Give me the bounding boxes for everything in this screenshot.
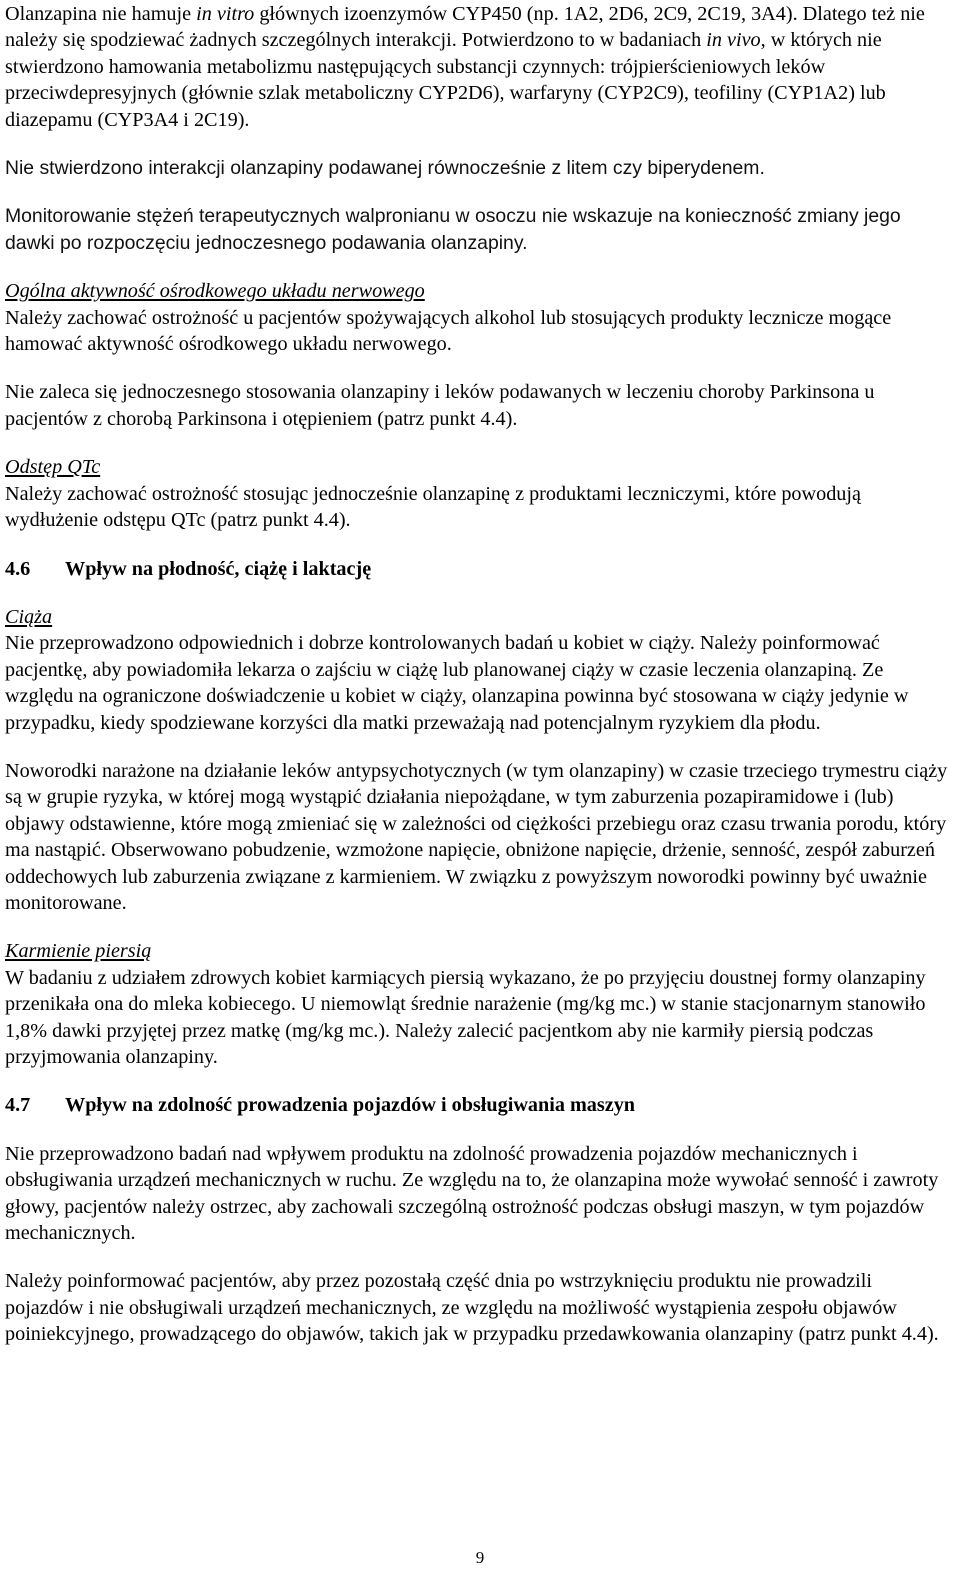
interactions-text-3: , w których nie stwierdzono hamowania metabolizmu następujących substancji czynnych: trójpierścieniowych leków przeciwdepresyjnych (głównie szlak metaboliczny CYP2D6), warfaryny (CYP2C9), teofiliny (CYP1A2) lub diazepamu (CYP3A4 i 2C19). <box>5 29 886 131</box>
post-injection-paragraph: Należy poinformować pacjentów, aby przez pozostałą część dnia po wstrzyknięciu produktu nie prowadzili pojazdów i nie obsługiwali urządzeń mechanicznych, ze względu na możliwość wystąpienia zespołu objawów poiniekcyjnego, prowadzącego do objawów, takich jak w przypadku przedawkowania olanzapiny (patrz punkt 4.4). <box>5 1270 939 1346</box>
in-vivo-term: in vivo <box>706 29 761 52</box>
qtc-subheading: Odstęp QTc <box>5 456 101 479</box>
section-4-7-heading <box>5 1092 955 1118</box>
interactions-text-2: głównych izoenzymów CYP450 (np. 1A2, 2D6, 2C9, 2C19, 3A4). Dlatego też nie należy się spodziewać żadnych szczególnych interakcji. Potwierdzono to w badaniach <box>5 3 925 52</box>
pregnancy-paragraph: Nie przeprowadzono odpowiednich i dobrze kontrolowanych badań u kobiet w ciąży. Należy poinformować pacjentkę, aby powiadomiła lekarza o zajściu w ciążę lub planowanej ciąży w czasie leczenia olanzapiną. Ze względu na ograniczone doświadczenie u kobiet w ciąży, olanzapina powinna być stosowana w ciąży jedynie w przypadku, kiedy spodziewane korzyści dla matki przeważają nad potencjalnym ryzykiem dla płodu. <box>5 632 909 734</box>
parkinson-paragraph: Nie zaleca się jednoczesnego stosowania olanzapiny i leków podawanych w leczeniu choroby Parkinsona u pacjentów z chorobą Parkinsona i otępieniem (patrz punkt 4.4). <box>5 381 875 430</box>
section-4-6-number: 4.6 <box>5 557 31 580</box>
newborns-paragraph: Noworodki narażone na działanie leków antypsychotycznych (w tym olanzapiny) w czasie trzeciego trymestru ciąży są w grupie ryzyka, w której mogą wystąpić działania niepożądane, w tym zaburzenia pozapiramidowe i (lub) objawy odstawienne, które mogą zmieniać się w zależności od ciężkości przebiegu oraz czasu trwania porodu, który ma nastąpić. Obserwowano pobudzenie, wzmożone napięcie, obniżone napięcie, drżenie, senność, zespół zaburzeń oddechowych lub zaburzenia związane z karmieniem. W związku z powyższym noworodki powinny być uważnie monitorowane. <box>5 759 948 914</box>
document-page <box>5 0 955 1370</box>
driving-paragraph: Nie przeprowadzono badań nad wpływem produktu na zdolność prowadzenia pojazdów mechanicznych i obsługiwania urządzeń mechanicznych w ruchu. Ze względu na to, że olanzapina może wywołać senność i zawroty głowy, pacjentów należy ostrzec, aby zachowali szczególną ostrożność podczas obsługi maszyn, w tym pojazdów mechanicznych. <box>5 1142 939 1245</box>
cns-subheading: Ogólna aktywność ośrodkowego układu nerwowego <box>5 280 425 303</box>
section-4-6-title: Wpływ na płodność, ciążę i laktację <box>65 557 372 580</box>
section-4-6-heading <box>5 556 955 582</box>
section-4-7-number: 4.7 <box>5 1094 31 1117</box>
interactions-text-1: Olanzapina nie hamuje <box>5 3 197 25</box>
interactions-paragraph <box>5 1 955 133</box>
pregnancy-subheading: Ciąża <box>5 605 53 628</box>
page-number: 9 <box>475 1548 485 1567</box>
cns-paragraph: Należy zachować ostrożność u pacjentów spożywających alkohol lub stosujących produkty lecznicze mogące hamować aktywność ośrodkowego układu nerwowego. <box>5 306 892 356</box>
section-4-7-title: Wpływ na zdolność prowadzenia pojazdów i obsługiwania maszyn <box>65 1094 636 1117</box>
qtc-paragraph: Należy zachować ostrożność stosując jednocześnie olanzapinę z produktami leczniczymi, które powodują wydłużenie odstępu QTc (patrz punkt 4.4). <box>5 482 861 532</box>
breastfeeding-paragraph: W badaniu z udziałem zdrowych kobiet karmiących piersią wykazano, że po przyjęciu doustnej formy olanzapiny przenikała ona do mleka kobiecego. U niemowląt średnie narażenie (mg/kg mc.) w stanie stacjonarnym stanowiło 1,8% dawki przyjętej przez matkę (mg/kg mc.). Należy zalecić pacjentkom aby nie karmiły piersią podczas przyjmowania olanzapiny. <box>5 966 926 1068</box>
lithium-paragraph: Nie stwierdzono interakcji olanzapiny podawanej równocześnie z litem czy biperydenem. <box>5 157 765 180</box>
valproate-paragraph: Monitorowanie stężeń terapeutycznych walpronianu w osoczu nie wskazuje na konieczność zmiany jego dawki po rozpoczęciu jednoczesnego podawania olanzapiny. <box>5 205 901 254</box>
breastfeeding-subheading: Karmienie piersią <box>5 940 152 963</box>
in-vitro-term: in vitro <box>196 3 255 25</box>
